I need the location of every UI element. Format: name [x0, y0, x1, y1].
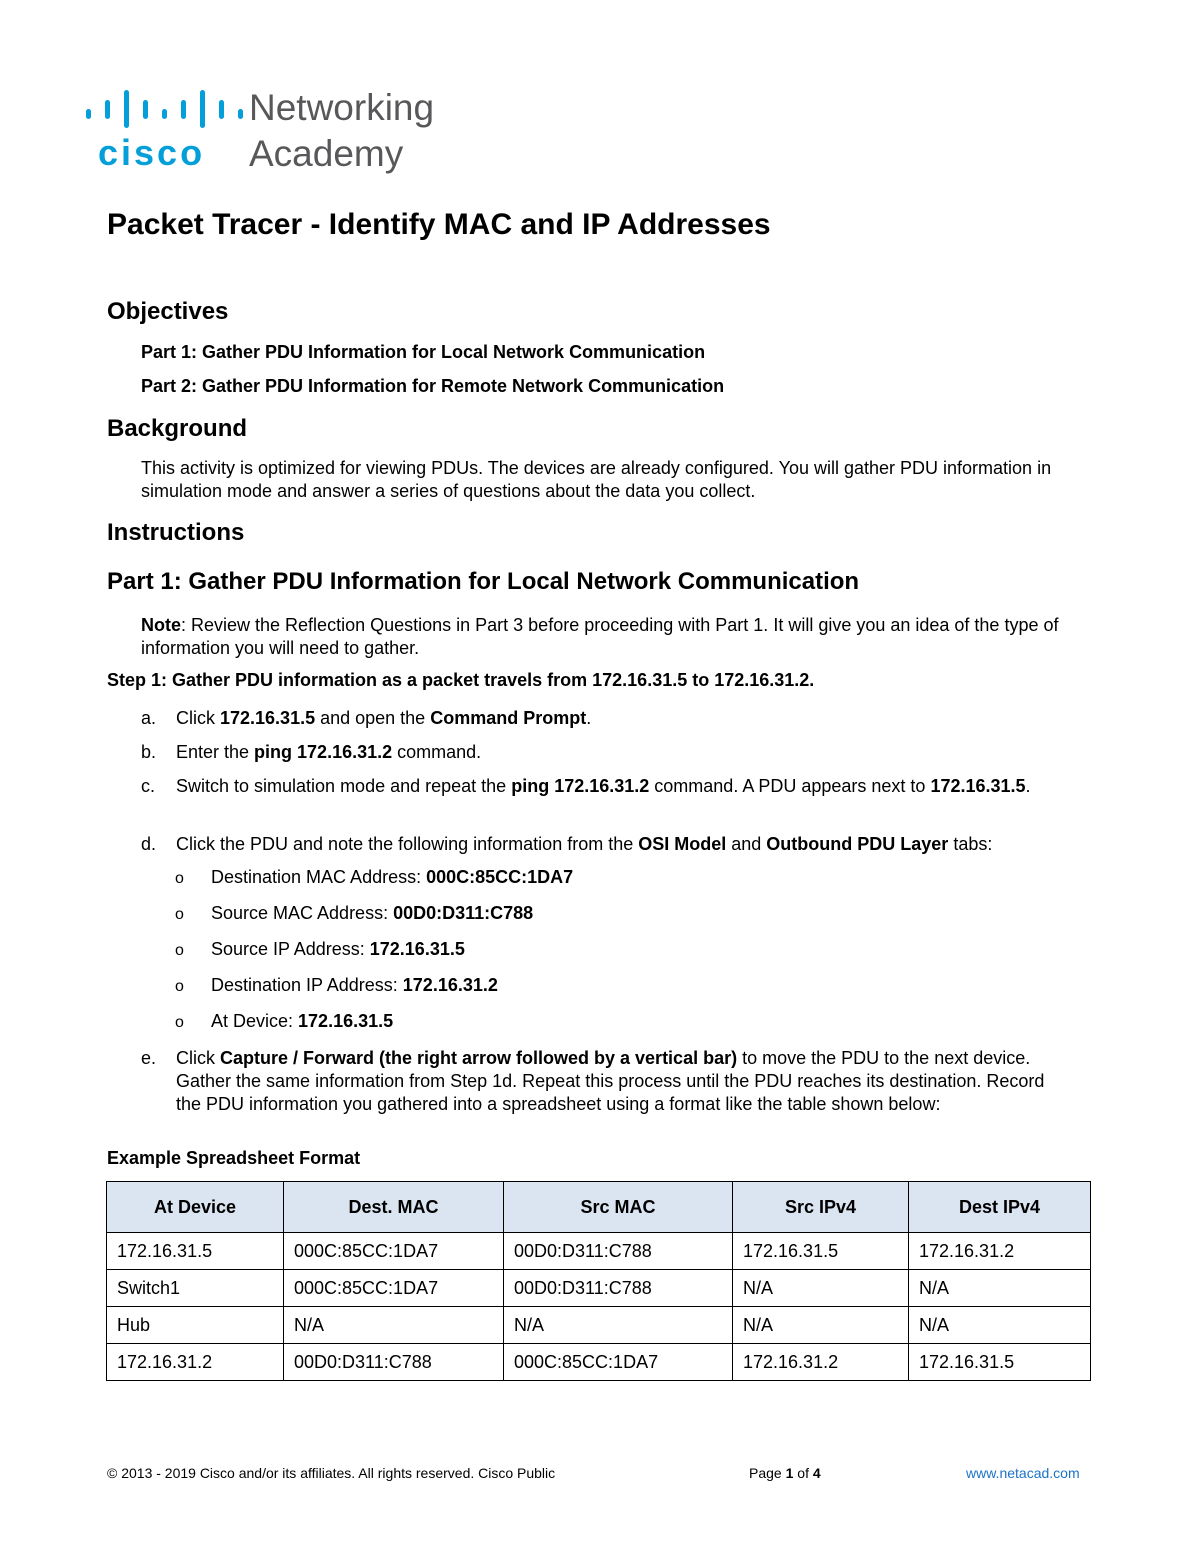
example-spreadsheet-table [106, 1181, 1091, 1381]
svg-text:Academy: Academy [249, 133, 404, 174]
table-cell: Switch1 [107, 1270, 284, 1307]
svg-text:cisco: cisco [98, 132, 206, 173]
note-text: : Review the Reflection Questions in Part 3 before proceeding with Part 1. It will give you an idea of the type of information you will need to gather. [141, 615, 1059, 658]
list-item-text [176, 775, 1066, 798]
sub-item-label: Source IP Address: [211, 939, 370, 959]
table-cell: 172.16.31.2 [107, 1344, 284, 1381]
table-cell: 00D0:D311:C788 [284, 1344, 504, 1381]
part1-heading: Part 1: Gather PDU Information for Local Network Communication [107, 568, 860, 595]
text-run: command. A PDU appears next to [649, 776, 931, 796]
bold-run: OSI Model [638, 834, 727, 854]
text-run: command. [392, 742, 482, 762]
table-cell: N/A [504, 1307, 733, 1344]
sub-item-text [211, 902, 533, 925]
table-cell: 172.16.31.2 [909, 1233, 1091, 1270]
table-cell: 172.16.31.5 [733, 1233, 909, 1270]
table-cell: 00D0:D311:C788 [504, 1270, 733, 1307]
sub-item-value: 000C:85CC:1DA7 [426, 867, 574, 887]
table-row [107, 1270, 1091, 1307]
instructions-heading: Instructions [107, 519, 245, 546]
table-cell: 00D0:D311:C788 [504, 1233, 733, 1270]
footer-page-number [749, 1465, 821, 1481]
sub-item-label: Destination MAC Address: [211, 867, 427, 887]
page-of: of [793, 1465, 813, 1481]
note-label: Note [141, 615, 181, 635]
text-run: to move the PDU to the next device. Gather the same information from Step 1d. Repeat this process until the PDU reaches its destination. Record the PDU information you gathered into a spreadsheet using a format like the table shown below: [176, 1048, 1045, 1114]
sub-item-label: At Device: [211, 1011, 299, 1031]
document-title: Packet Tracer - Identify MAC and IP Addresses [107, 208, 771, 241]
bold-run: 172.16.31.5 [220, 708, 316, 728]
sub-item-value: 00D0:D311:C788 [393, 903, 534, 923]
list-item-text [176, 741, 1066, 764]
list-marker: e. [141, 1048, 157, 1068]
background-text: This activity is optimized for viewing PDUs. The devices are already configured. You will gather PDU information in simulation mode and answer a series of questions about the data you collect. [141, 458, 1052, 501]
list-marker: d. [141, 834, 157, 854]
table-cell: N/A [733, 1270, 909, 1307]
table-cell: 000C:85CC:1DA7 [284, 1270, 504, 1307]
text-run: and [726, 834, 767, 854]
table-cell: 172.16.31.5 [107, 1233, 284, 1270]
cisco-logo-graphic [84, 88, 464, 178]
page-total: 4 [812, 1465, 821, 1481]
objective-item: Part 1: Gather PDU Information for Local Network Communication [141, 342, 706, 362]
text-run: Enter the [176, 742, 255, 762]
cisco-networking-academy-logo [84, 88, 464, 178]
sub-item-text [211, 866, 573, 889]
bold-run: Outbound PDU Layer [766, 834, 949, 854]
table-row [107, 1344, 1091, 1381]
table-caption: Example Spreadsheet Format [107, 1148, 361, 1168]
sub-bullet-marker: o [175, 870, 184, 887]
list-item-text [176, 833, 1066, 856]
text-run: . [586, 708, 592, 728]
sub-bullet-marker: o [175, 978, 184, 995]
table-cell: N/A [284, 1307, 504, 1344]
footer-copyright: © 2013 - 2019 Cisco and/or its affiliates. All rights reserved. Cisco Public [107, 1465, 556, 1481]
note-paragraph [141, 614, 1091, 660]
background-heading: Background [107, 415, 248, 442]
table-cell: 172.16.31.5 [909, 1344, 1091, 1381]
column-header: Src MAC [504, 1182, 733, 1233]
sub-item-label: Source MAC Address: [211, 903, 394, 923]
bold-run: Command Prompt [430, 708, 587, 728]
sub-item-value: 172.16.31.5 [298, 1011, 394, 1031]
table-cell: 000C:85CC:1DA7 [284, 1233, 504, 1270]
table-cell: N/A [733, 1307, 909, 1344]
sub-item-text [211, 938, 465, 961]
footer-netacad-link[interactable]: www.netacad.com [966, 1465, 1080, 1481]
list-marker: c. [141, 776, 156, 796]
objectives-heading: Objectives [107, 298, 229, 325]
text-run: Switch to simulation mode and repeat the [176, 776, 512, 796]
page-current: 1 [785, 1465, 794, 1481]
bold-run: Capture / Forward (the right arrow followed by a vertical bar) [220, 1048, 738, 1068]
list-item-text [176, 1047, 1066, 1116]
text-run: Click [176, 708, 220, 728]
column-header: Src IPv4 [733, 1182, 909, 1233]
table-cell: N/A [909, 1307, 1091, 1344]
sub-item-value: 172.16.31.2 [402, 975, 498, 995]
column-header: At Device [107, 1182, 284, 1233]
list-item-text [176, 707, 1066, 730]
cisco-bridge-bars-icon [86, 90, 243, 128]
sub-bullet-marker: o [175, 906, 184, 923]
bold-run: 172.16.31.5 [930, 776, 1026, 796]
sub-bullet-marker: o [175, 1014, 184, 1031]
column-header: Dest. MAC [284, 1182, 504, 1233]
step1-heading: Step 1: Gather PDU information as a packet travels from 172.16.31.5 to 172.16.31.2. [107, 670, 815, 690]
page-prefix: Page [749, 1465, 786, 1481]
table-header-row [107, 1182, 1091, 1233]
table-cell: 000C:85CC:1DA7 [504, 1344, 733, 1381]
text-run: Click [176, 1048, 220, 1068]
objective-item: Part 2: Gather PDU Information for Remote Network Communication [141, 376, 725, 396]
text-run: . [1025, 776, 1031, 796]
list-marker: b. [141, 742, 157, 762]
list-marker: a. [141, 708, 157, 728]
text-run: tabs: [948, 834, 993, 854]
svg-text:Networking: Networking [249, 88, 435, 128]
column-header: Dest IPv4 [909, 1182, 1091, 1233]
table-cell: 172.16.31.2 [733, 1344, 909, 1381]
sub-item-label: Destination IP Address: [211, 975, 403, 995]
sub-item-text [211, 1010, 393, 1033]
sub-item-value: 172.16.31.5 [369, 939, 465, 959]
text-run: and open the [315, 708, 431, 728]
table-cell: Hub [107, 1307, 284, 1344]
table-row [107, 1233, 1091, 1270]
bold-run: ping 172.16.31.2 [511, 776, 650, 796]
table-cell: N/A [909, 1270, 1091, 1307]
table-row [107, 1307, 1091, 1344]
sub-item-text [211, 974, 498, 997]
bold-run: ping 172.16.31.2 [254, 742, 393, 762]
text-run: Click the PDU and note the following information from the [176, 834, 639, 854]
sub-bullet-marker: o [175, 942, 184, 959]
